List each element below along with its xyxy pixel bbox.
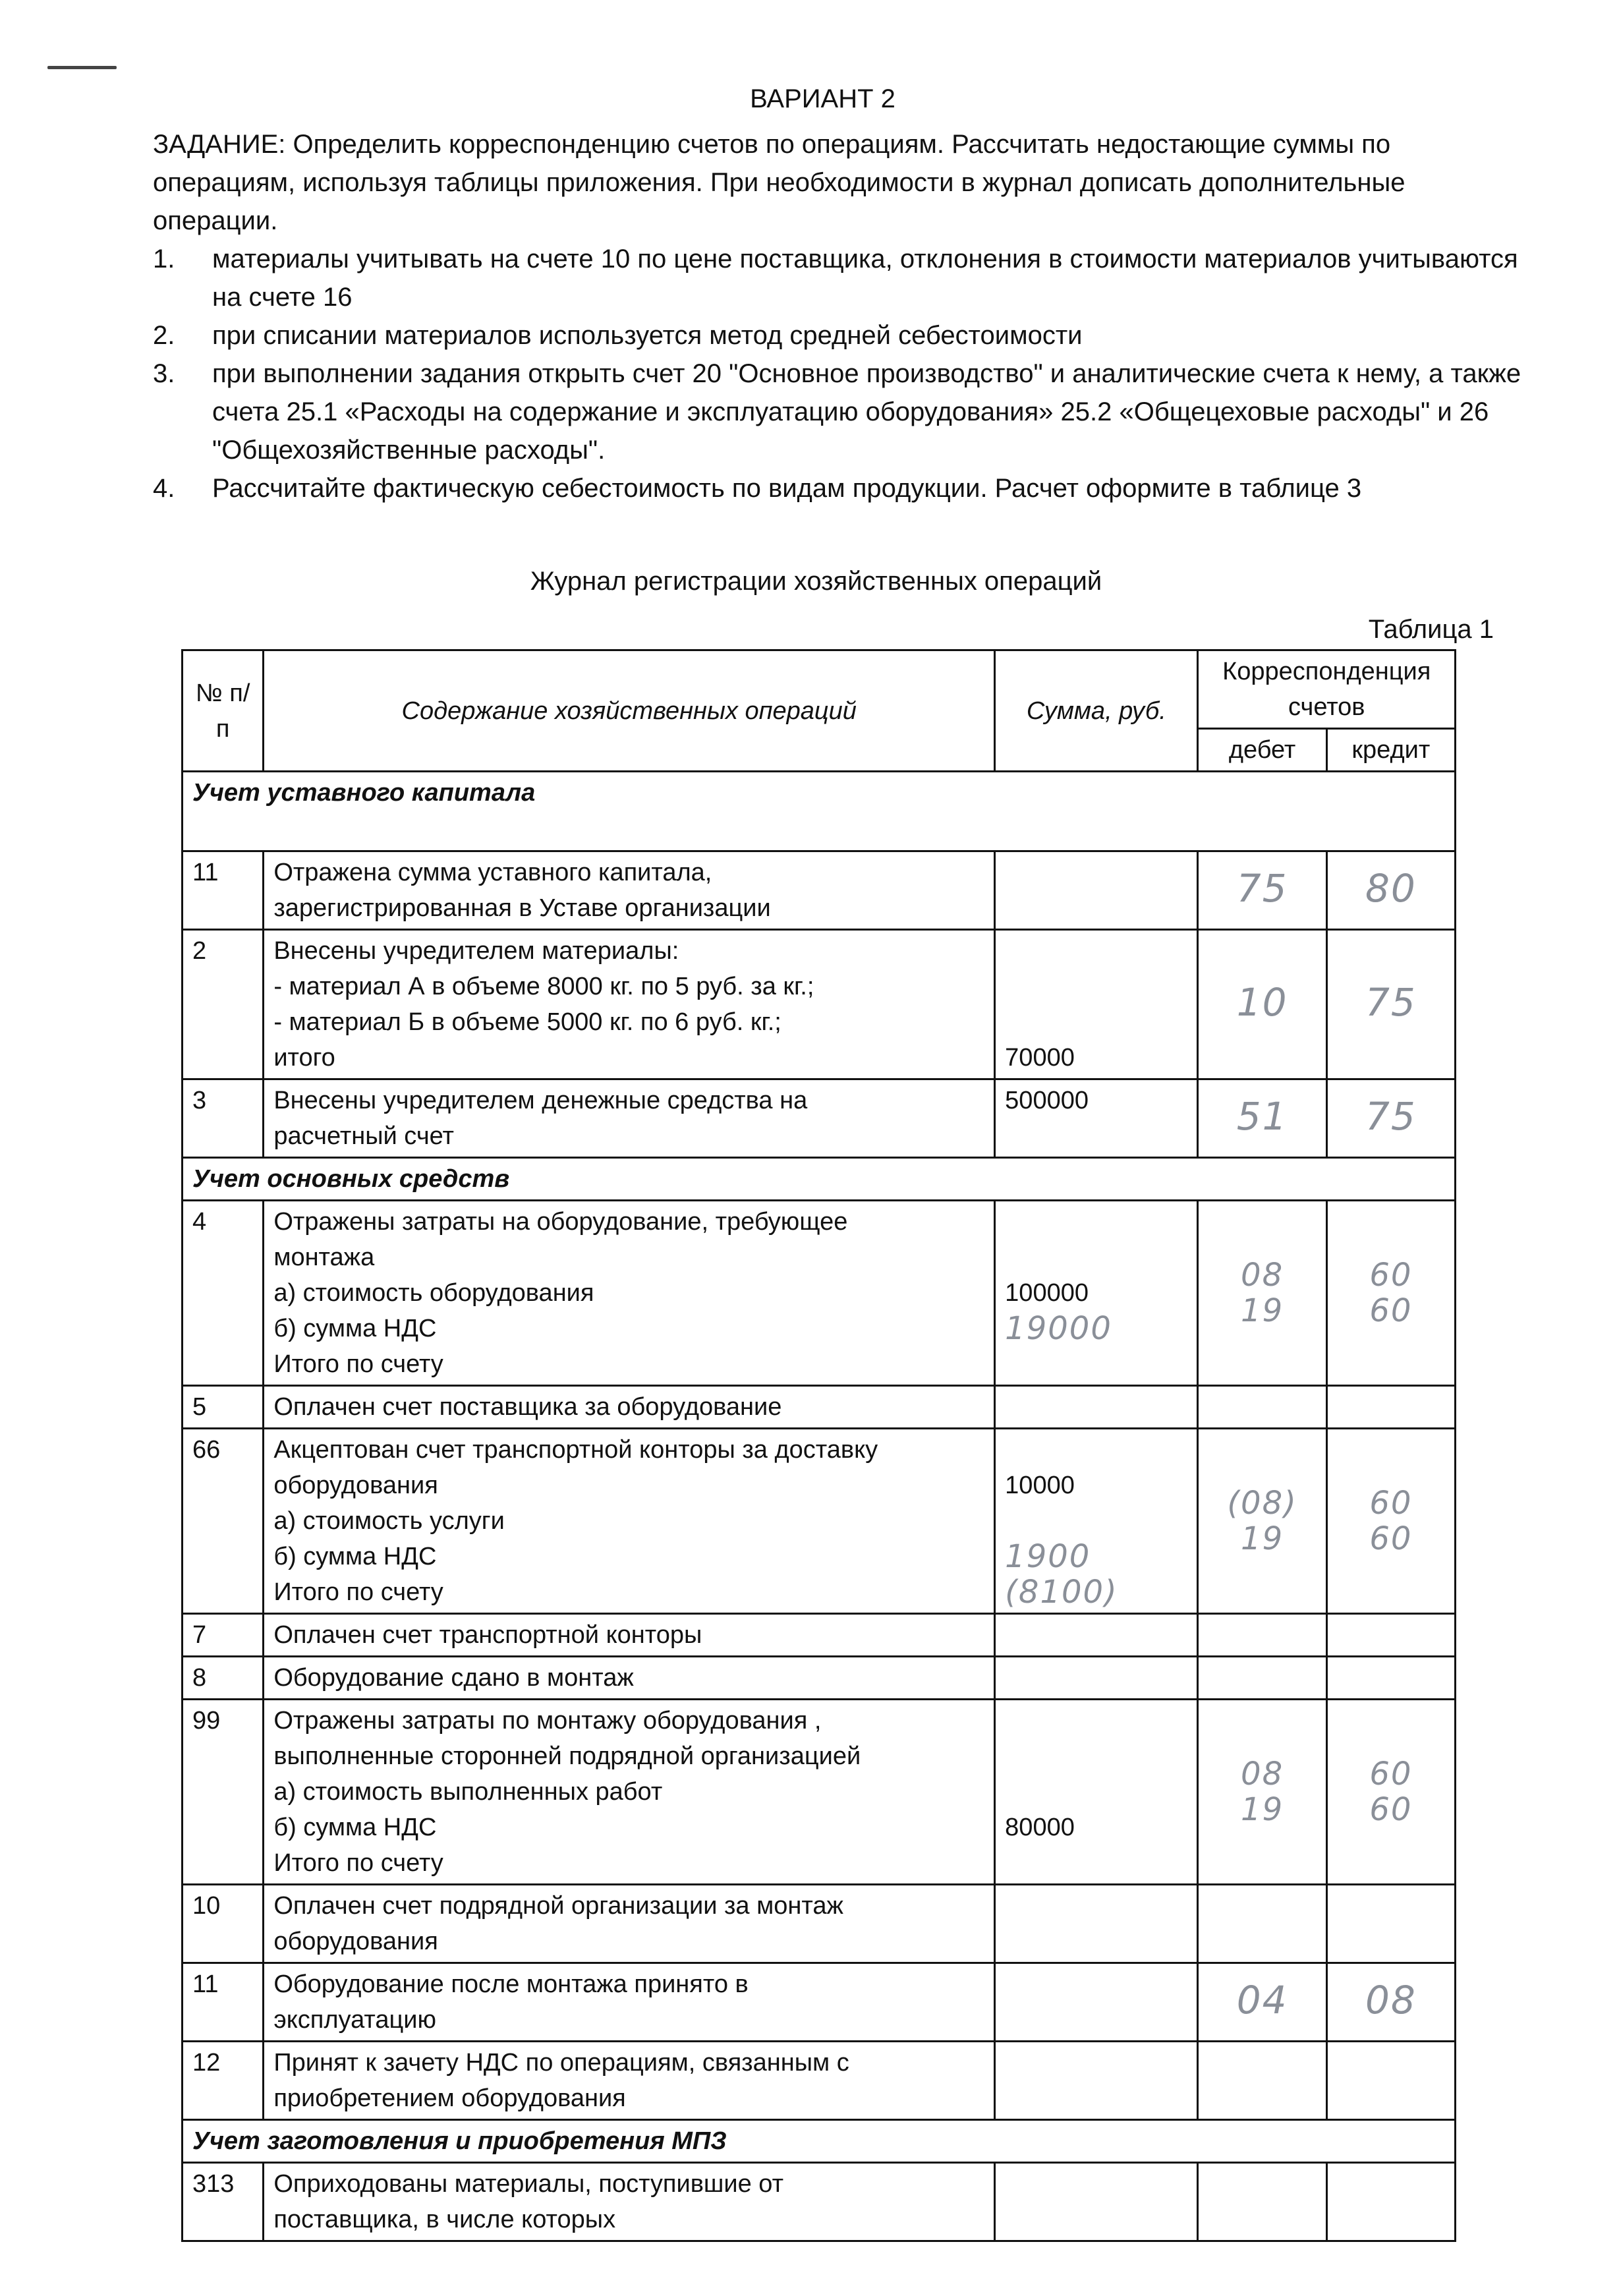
row-sum[interactable]: 100000 19000 xyxy=(995,1201,1198,1386)
task-item xyxy=(153,469,1523,507)
row-debit[interactable] xyxy=(1198,1963,1326,2042)
row-debit[interactable] xyxy=(1198,2042,1326,2120)
header-number: № п/п xyxy=(183,650,264,772)
row-sum[interactable] xyxy=(995,851,1198,930)
row-debit[interactable] xyxy=(1198,1201,1326,1386)
handwritten-debit: 10 xyxy=(1236,980,1288,1025)
task-item-number: 1. xyxy=(153,244,175,273)
table-row xyxy=(183,1079,1456,1158)
table-row xyxy=(183,1657,1456,1700)
scan-artifact-mark xyxy=(47,66,117,69)
row-debit[interactable] xyxy=(1198,1885,1326,1963)
row-credit[interactable] xyxy=(1326,2042,1455,2120)
handwritten-credit: 60 xyxy=(1369,1756,1413,1793)
handwritten-credit: 60 xyxy=(1369,1292,1413,1329)
table-row xyxy=(183,1885,1456,1963)
handwritten-credit: 60 xyxy=(1369,1791,1413,1828)
row-credit[interactable] xyxy=(1326,1885,1455,1963)
row-debit[interactable] xyxy=(1198,2163,1326,2241)
section-row xyxy=(183,772,1456,851)
handwritten-credit: 60 xyxy=(1369,1485,1413,1522)
row-credit[interactable] xyxy=(1326,1429,1455,1614)
task-description xyxy=(153,125,1523,507)
row-sum[interactable] xyxy=(995,2042,1198,2120)
task-item-text: при выполнении задания открыть счет 20 "Основное производство" и аналитические счета к нему, а также счета 25.1 «Расходы на содержание и эксплуатацию оборудования» 25.2 «Общецеховые расходы" и 26 "Общехозяйственные расходы". xyxy=(212,359,1521,465)
handwritten-debit: 19 xyxy=(1241,1292,1284,1329)
table-row xyxy=(183,851,1456,930)
table-row xyxy=(183,1963,1456,2042)
row-sum[interactable]: 80000 xyxy=(995,1700,1198,1885)
row-sum[interactable]: 10000 1900 (8100) xyxy=(995,1429,1198,1614)
row-debit[interactable] xyxy=(1198,930,1326,1079)
handwritten-credit: 75 xyxy=(1365,980,1417,1025)
section-title: Учет уставного капитала xyxy=(183,772,1456,851)
row-credit[interactable] xyxy=(1326,2163,1455,2241)
section-row xyxy=(183,2120,1456,2163)
row-credit[interactable] xyxy=(1326,1386,1455,1429)
row-credit[interactable] xyxy=(1326,1700,1455,1885)
row-sum[interactable] xyxy=(995,1386,1198,1429)
row-number: 66 xyxy=(183,1429,264,1614)
handwritten-debit: 19 xyxy=(1241,1520,1284,1557)
handwritten-sum: (8100) xyxy=(1005,1574,1118,1611)
row-description: Внесены учредителем материалы: - материал А в объеме 8000 кг. по 5 руб. за кг.; - материал Б в объеме 5000 кг. по 6 руб. кг.; итого xyxy=(264,930,995,1079)
row-description: Оплачен счет подрядной организации за монтаж оборудования xyxy=(264,1885,995,1963)
handwritten-credit: 75 xyxy=(1365,1094,1417,1139)
row-debit[interactable] xyxy=(1198,851,1326,930)
task-item xyxy=(153,240,1523,316)
table-row xyxy=(183,1386,1456,1429)
row-debit[interactable] xyxy=(1198,1614,1326,1657)
row-sum[interactable] xyxy=(995,1885,1198,1963)
row-number: 99 xyxy=(183,1700,264,1885)
row-credit[interactable] xyxy=(1326,851,1455,930)
handwritten-debit: 19 xyxy=(1241,1791,1284,1828)
table-row xyxy=(183,1201,1456,1386)
row-description: Оборудование после монтажа принято в эксплуатацию xyxy=(264,1963,995,2042)
table-row xyxy=(183,1614,1456,1657)
table-header-row xyxy=(183,650,1456,729)
task-item xyxy=(153,355,1523,469)
handwritten-debit: 08 xyxy=(1241,1756,1284,1793)
row-debit[interactable] xyxy=(1198,1429,1326,1614)
row-debit[interactable] xyxy=(1198,1700,1326,1885)
row-debit[interactable] xyxy=(1198,1386,1326,1429)
row-credit[interactable] xyxy=(1326,1201,1455,1386)
row-credit[interactable] xyxy=(1326,1614,1455,1657)
row-description: Отражена сумма уставного капитала, зарегистрированная в Уставе организации xyxy=(264,851,995,930)
variant-title: ВАРИАНТ 2 xyxy=(750,84,895,113)
row-description: Оплачен счет поставщика за оборудование xyxy=(264,1386,995,1429)
row-number: 7 xyxy=(183,1614,264,1657)
task-item-text: при списании материалов используется метод средней себестоимости xyxy=(212,321,1083,350)
task-item-number: 4. xyxy=(153,474,175,503)
row-debit[interactable] xyxy=(1198,1657,1326,1700)
table-row xyxy=(183,1429,1456,1614)
handwritten-sum: 1900 xyxy=(1005,1538,1091,1575)
row-description: Акцептован счет транспортной конторы за доставку оборудования а) стоимость услуги б) сумма НДС Итого по счету xyxy=(264,1429,995,1614)
row-credit[interactable] xyxy=(1326,1079,1455,1158)
row-description: Внесены учредителем денежные средства на расчетный счет xyxy=(264,1079,995,1158)
handwritten-debit: 75 xyxy=(1236,866,1288,911)
row-sum[interactable] xyxy=(995,1657,1198,1700)
table-row xyxy=(183,2163,1456,2241)
section-title: Учет заготовления и приобретения МПЗ xyxy=(183,2120,1456,2163)
task-item xyxy=(153,316,1523,355)
section-row xyxy=(183,1158,1456,1201)
row-description: Оприходованы материалы, поступившие от поставщика, в числе которых xyxy=(264,2163,995,2241)
row-number: 5 xyxy=(183,1386,264,1429)
row-number: 2 xyxy=(183,930,264,1079)
row-sum[interactable] xyxy=(995,1963,1198,2042)
task-item-text: материалы учитывать на счете 10 по цене поставщика, отклонения в стоимости материалов учитываются на счете 16 xyxy=(212,244,1518,312)
task-item-number: 2. xyxy=(153,321,175,350)
row-number: 11 xyxy=(183,851,264,930)
table-label: Таблица 1 xyxy=(1368,615,1494,644)
journal-title: Журнал регистрации хозяйственных операций xyxy=(530,567,1102,596)
row-sum[interactable] xyxy=(995,1614,1198,1657)
table-row xyxy=(183,2042,1456,2120)
header-credit: кредит xyxy=(1326,729,1455,772)
row-sum[interactable]: 70000 xyxy=(995,930,1198,1079)
handwritten-debit: (08) xyxy=(1227,1485,1297,1522)
table-row xyxy=(183,1700,1456,1885)
handwritten-credit: 80 xyxy=(1365,866,1417,911)
header-sum: Сумма, руб. xyxy=(995,650,1198,772)
task-intro: ЗАДАНИЕ: Определить корреспонденцию счетов по операциям. Рассчитать недостающие суммы по операциям, используя таблицы приложения. При необходимости в журнал дописать дополнительные операции. xyxy=(153,130,1406,235)
row-description: Принят к зачету НДС по операциям, связанным с приобретением оборудования xyxy=(264,2042,995,2120)
row-number: 3 xyxy=(183,1079,264,1158)
handwritten-debit: 08 xyxy=(1241,1257,1284,1294)
task-item-number: 3. xyxy=(153,359,175,388)
row-debit[interactable] xyxy=(1198,1079,1326,1158)
journal-table xyxy=(181,649,1456,2242)
row-number: 4 xyxy=(183,1201,264,1386)
row-description: Отражены затраты на оборудование, требующее монтажа а) стоимость оборудования б) сумма НДС Итого по счету xyxy=(264,1201,995,1386)
header-debit: дебет xyxy=(1198,729,1326,772)
handwritten-credit: 08 xyxy=(1365,1978,1417,2023)
header-description: Содержание хозяйственных операций xyxy=(264,650,995,772)
row-credit[interactable] xyxy=(1326,1963,1455,2042)
handwritten-credit: 60 xyxy=(1369,1520,1413,1557)
header-correspondence: Корреспонденция счетов xyxy=(1198,650,1456,729)
row-credit[interactable] xyxy=(1326,1657,1455,1700)
row-credit[interactable] xyxy=(1326,930,1455,1079)
row-description: Оборудование сдано в монтаж xyxy=(264,1657,995,1700)
handwritten-sum: 19000 xyxy=(1005,1310,1112,1347)
row-description: Оплачен счет транспортной конторы xyxy=(264,1614,995,1657)
row-number: 12 xyxy=(183,2042,264,2120)
row-number: 8 xyxy=(183,1657,264,1700)
row-sum[interactable] xyxy=(995,2163,1198,2241)
section-title: Учет основных средств xyxy=(183,1158,1456,1201)
task-item-text: Рассчитайте фактическую себестоимость по видам продукции. Расчет оформите в таблице 3 xyxy=(212,474,1362,503)
row-number: 11 xyxy=(183,1963,264,2042)
row-number: 313 xyxy=(183,2163,264,2241)
row-number: 10 xyxy=(183,1885,264,1963)
row-sum[interactable]: 500000 xyxy=(995,1079,1198,1158)
handwritten-debit: 04 xyxy=(1236,1978,1288,2023)
table-row xyxy=(183,930,1456,1079)
row-description: Отражены затраты по монтажу оборудования , выполненные сторонней подрядной организацией а) стоимость выполненных работ б) сумма НДС Итого по счету xyxy=(264,1700,995,1885)
handwritten-debit: 51 xyxy=(1236,1094,1288,1139)
handwritten-credit: 60 xyxy=(1369,1257,1413,1294)
